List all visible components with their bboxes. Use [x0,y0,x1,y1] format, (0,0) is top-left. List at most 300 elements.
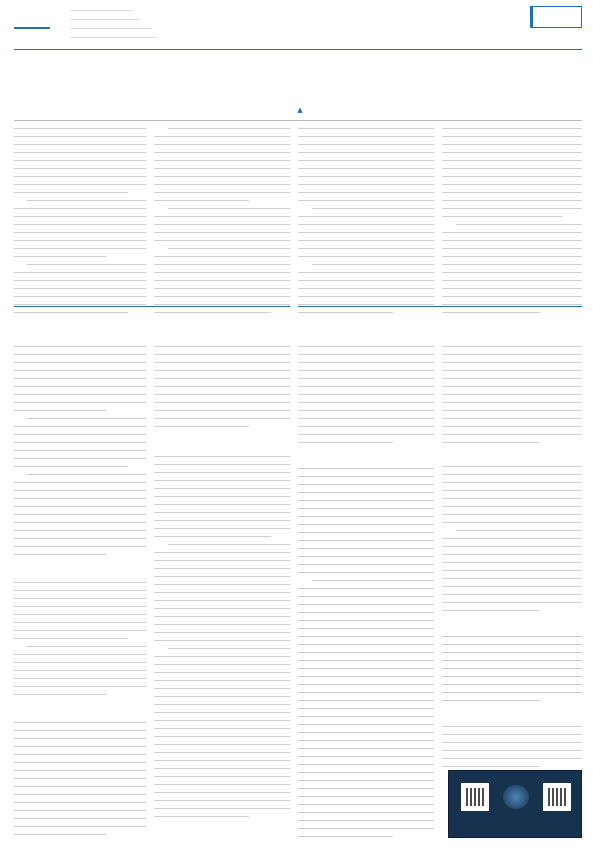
body-text-line [14,654,146,655]
body-text-line [154,472,290,473]
body-text-line [14,670,146,671]
body-text-line [14,296,146,297]
body-text-line [14,506,146,507]
body-text-line [154,608,290,609]
masthead-info-line [70,14,140,20]
body-text-line [298,484,434,485]
body-text-line [14,802,146,803]
body-text-line [442,610,540,611]
body-text-line [14,256,106,257]
body-text-line [14,280,146,281]
masthead [0,0,593,58]
body-text-line [298,240,434,241]
body-text-line [298,232,434,233]
body-text-line [154,192,290,193]
article-column [14,346,146,562]
body-text-line [442,466,582,467]
body-text-line [154,160,290,161]
article-subheading [442,620,582,630]
body-text-line [298,604,434,605]
body-text-line [154,418,290,419]
article-column [154,346,290,434]
body-text-line [14,394,146,395]
body-text-line [298,152,434,153]
body-text-line [14,144,146,145]
body-text-line [298,476,434,477]
body-text-line [14,490,146,491]
body-text-line [312,208,434,209]
body-text-line [442,578,582,579]
body-text-line [168,128,290,129]
body-text-line [442,346,582,347]
body-text-line [154,560,290,561]
body-text-line [298,652,434,653]
body-text-line [442,160,582,161]
body-text-line [14,450,146,451]
body-text-line [154,184,290,185]
body-text-line [14,786,146,787]
body-text-line [14,482,146,483]
body-text-line [154,378,290,379]
body-text-line [442,742,582,743]
body-text-line [442,208,582,209]
body-text-line [298,780,434,781]
body-text-line [154,272,290,273]
body-text-line [298,492,434,493]
body-text-line [168,544,290,545]
body-text-line [14,152,146,153]
article-title [14,312,290,330]
body-text-line [14,426,146,427]
body-text-line [298,572,434,573]
body-text-line [298,354,434,355]
masthead-info [70,5,160,41]
body-text-line [14,458,146,459]
body-text-line [442,498,582,499]
body-text-line [14,598,146,599]
body-text-line [154,688,290,689]
body-text-line [154,362,290,363]
body-text-line [154,296,290,297]
body-text-line [442,288,582,289]
body-text-line [14,538,146,539]
body-text-line [442,410,582,411]
body-text-line [298,394,434,395]
body-text-line [442,758,582,759]
body-text-line [27,646,146,647]
body-text-line [154,224,290,225]
body-text-line [298,192,434,193]
logo-underline [14,27,50,35]
body-text-line [154,528,290,529]
body-text-line [298,362,434,363]
body-text-line [298,684,434,685]
body-text-line [14,288,146,289]
body-text-line [298,756,434,757]
body-text-line [442,602,582,603]
promo-caption [453,815,579,823]
body-text-line [14,818,146,819]
headline-rule [14,120,582,121]
body-text-line [14,794,146,795]
body-text-line [442,700,540,701]
body-text-line [442,362,582,363]
body-text-line [154,456,290,457]
body-text-line [442,418,582,419]
article-byline [298,333,582,341]
body-text-line [298,272,434,273]
body-text-line [14,466,128,467]
body-text-line [154,552,290,553]
body-text-line [14,160,146,161]
body-text-line [312,580,434,581]
main-article-column [154,128,290,320]
body-text-line [298,564,434,565]
body-text-line [298,708,434,709]
body-text-line [154,136,290,137]
body-text-line [298,280,434,281]
body-text-line [298,796,434,797]
body-text-line [14,248,146,249]
body-text-line [298,216,434,217]
body-text-line [442,386,582,387]
body-text-line [14,386,146,387]
body-text-line [14,770,146,771]
body-text-line [298,426,434,427]
body-text-line [298,716,434,717]
body-text-line [154,304,290,305]
body-text-line [298,676,434,677]
body-text-line [442,482,582,483]
body-text-line [154,624,290,625]
body-text-line [298,668,434,669]
body-text-line [298,628,434,629]
body-text-line [442,144,582,145]
body-text-line [442,402,582,403]
body-text-line [442,304,582,305]
body-text-line [442,152,582,153]
article-column [154,456,290,824]
section-name [480,4,526,28]
body-text-line [14,216,146,217]
body-text-line [14,522,146,523]
promo-title [453,774,579,782]
body-text-line [298,812,434,813]
body-text-line [298,128,434,129]
body-text-line [442,652,582,653]
body-text-line [154,600,290,601]
body-text-line [442,644,582,645]
body-text-line [14,738,146,739]
body-text-line [298,224,434,225]
body-text-line [154,656,290,657]
article-title [298,312,582,330]
body-text-line [27,474,146,475]
body-text-line [442,394,582,395]
body-text-line [154,480,290,481]
body-text-line [442,426,582,427]
body-text-line [154,386,290,387]
body-text-line [14,638,128,639]
body-text-line [298,418,434,419]
body-text-line [14,778,146,779]
body-text-line [14,614,146,615]
body-text-line [154,576,290,577]
body-text-line [14,192,128,193]
body-text-line [14,224,146,225]
body-text-line [442,240,582,241]
body-text-line [154,752,290,753]
body-text-line [442,200,582,201]
body-text-line [154,568,290,569]
body-text-line [298,144,434,145]
body-text-line [442,684,582,685]
body-text-line [298,386,434,387]
masthead-info-line [70,23,152,29]
article-subheading [154,440,290,450]
body-text-line [298,548,434,549]
body-text-line [168,648,290,649]
body-text-line [298,288,434,289]
body-text-line [154,776,290,777]
main-article-column [298,128,434,320]
body-text-line [442,136,582,137]
body-text-line [442,766,540,767]
body-text-line [442,750,582,751]
body-text-line [298,346,434,347]
body-text-line [442,546,582,547]
article-subheading [298,452,434,462]
promo-box [448,770,582,838]
body-text-line [154,496,290,497]
body-text-line [154,816,249,817]
body-text-line [298,468,434,469]
body-text-line [14,834,106,835]
body-text-line [298,788,434,789]
body-text-line [14,354,146,355]
body-text-line [442,128,582,129]
body-text-line [154,370,290,371]
body-text-line [442,726,582,727]
body-text-line [442,296,582,297]
article-subheading [14,706,146,716]
masthead-rule [14,49,582,50]
body-text-line [298,588,434,589]
body-text-line [154,712,290,713]
body-text-line [442,522,582,523]
body-text-line [442,660,582,661]
body-text-line [442,734,582,735]
body-text-line [154,346,290,347]
body-text-line [442,594,582,595]
body-text-line [154,640,290,641]
body-text-line [442,668,582,669]
body-text-line [298,516,434,517]
article-column [442,726,582,774]
body-text-line [14,686,146,687]
body-text-line [442,232,582,233]
body-text-line [442,442,540,443]
body-text-line [14,402,146,403]
body-text-line [14,208,146,209]
body-text-line [298,136,434,137]
body-text-line [442,216,562,217]
body-text-line [154,800,290,801]
body-text-line [298,176,434,177]
body-text-line [442,514,582,515]
body-text-line [168,208,290,209]
article-column [442,636,582,708]
article-column [442,346,582,450]
body-text-line [298,508,434,509]
body-text-line [154,632,290,633]
newspaper-logo [14,5,60,25]
body-text-line [154,464,290,465]
body-text-line [442,256,582,257]
body-text-line [298,296,434,297]
body-text-line [154,736,290,737]
body-text-line [442,562,582,563]
body-text-line [154,288,290,289]
body-text-line [154,200,249,201]
body-text-line [154,402,290,403]
body-text-line [154,240,290,241]
article-subheading [14,566,146,576]
body-text-line [456,530,582,531]
body-text-line [298,378,434,379]
body-text-line [298,370,434,371]
body-text-line [298,820,434,821]
main-article-column [442,128,582,320]
body-text-line [14,378,146,379]
body-text-line [298,256,434,257]
body-text-line [442,248,582,249]
article-subheading [442,710,582,720]
article-rule [14,306,290,307]
body-text-line [442,554,582,555]
body-text-line [154,680,290,681]
body-text-line [14,678,146,679]
body-text-line [14,240,146,241]
body-text-line [14,370,146,371]
byline-marker-icon: ▲ [297,106,303,114]
body-text-line [14,442,146,443]
body-text-line [298,410,434,411]
body-text-line [442,168,582,169]
body-text-line [442,636,582,637]
body-text-line [442,370,582,371]
body-text-line [298,556,434,557]
page-number [530,6,582,28]
body-text-line [298,184,434,185]
body-text-line [14,530,146,531]
body-text-line [14,362,146,363]
body-text-line [154,768,290,769]
body-text-line [14,630,146,631]
body-text-line [14,410,106,411]
body-text-line [154,760,290,761]
body-text-line [154,354,290,355]
body-text-line [298,200,434,201]
body-text-line [14,554,106,555]
body-text-line [27,418,146,419]
body-text-line [442,676,582,677]
body-text-line [27,200,146,201]
body-text-line [14,272,146,273]
body-text-line [298,828,434,829]
body-text-line [298,748,434,749]
body-text-line [154,168,290,169]
body-text-line [154,536,271,537]
body-text-line [298,402,434,403]
body-text-line [154,584,290,585]
body-text-line [154,512,290,513]
body-text-line [442,570,582,571]
body-text-line [298,524,434,525]
body-text-line [154,728,290,729]
section-subtitle [478,32,582,40]
body-text-line [442,586,582,587]
body-text-line [298,596,434,597]
body-text-line [154,504,290,505]
body-text-line [154,152,290,153]
body-text-line [442,272,582,273]
body-text-line [14,730,146,731]
body-text-line [14,826,146,827]
body-text-line [442,692,582,693]
body-text-line [14,746,146,747]
body-text-line [154,784,290,785]
body-text-line [298,540,434,541]
body-text-line [298,160,434,161]
article-column [298,468,434,844]
body-text-line [14,694,106,695]
body-text-line [14,662,146,663]
body-text-line [442,434,582,435]
body-text-line [298,764,434,765]
body-text-line [14,514,146,515]
article-column [14,722,146,842]
body-text-line [154,696,290,697]
body-text-line [456,224,582,225]
body-text-line [14,754,146,755]
body-text-line [442,378,582,379]
body-text-line [298,732,434,733]
body-text-line [154,744,290,745]
body-text-line [298,500,434,501]
body-text-line [14,176,146,177]
body-text-line [14,434,146,435]
body-text-line [442,506,582,507]
body-text-line [298,248,434,249]
body-text-line [14,304,146,305]
body-text-line [14,136,146,137]
article-column [442,466,582,618]
body-text-line [298,644,434,645]
body-text-line [298,612,434,613]
body-text-line [442,184,582,185]
body-text-line [14,232,146,233]
body-text-line [442,538,582,539]
body-text-line [298,304,434,305]
body-text-line [27,264,146,265]
body-text-line [14,346,146,347]
body-text-line [298,532,434,533]
body-text-line [442,192,582,193]
promo-emblem-icon [503,785,529,809]
body-text-line [154,520,290,521]
main-byline [180,106,420,115]
